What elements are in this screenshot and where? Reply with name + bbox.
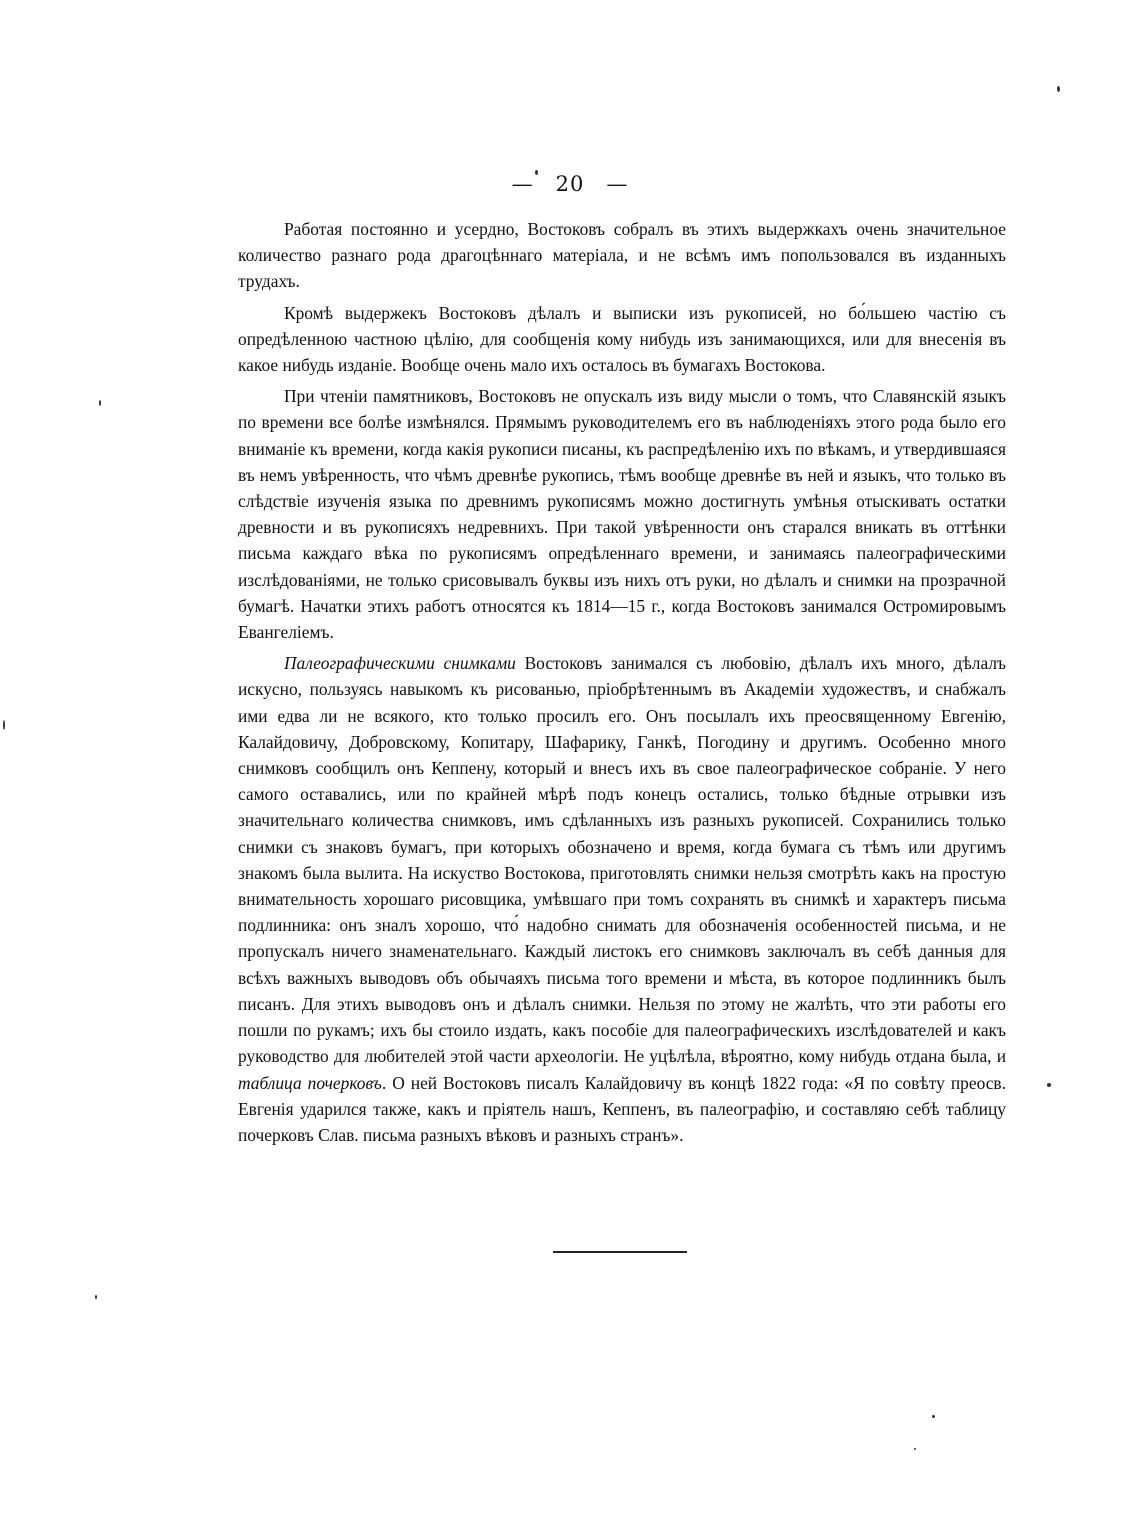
scan-speck <box>1057 86 1060 92</box>
italic-inline-phrase: таблица почерковъ <box>238 1072 382 1093</box>
scan-speck <box>99 400 101 406</box>
paragraph-text-tail: . О ней Востоковъ писалъ Калайдовичу въ концѣ 1822 года: «Я по совѣту преосв. Евгенія ударился также, какъ и пріятель нашъ, Кеппенъ, въ палеографію, и составляю себѣ таблицу почерковъ Слав. письма разныхъ вѣковъ и разныхъ странъ». <box>238 1072 1006 1145</box>
paragraph-text: При чтеніи памятниковъ, Востоковъ не опускалъ изъ виду мысли о томъ, что Славянскій языкъ по времени все болѣе измѣнялся. Прямымъ руководителемъ его въ наблюденіяхъ этого рода было его вниманіе къ времени, когда какія рукописи писаны, къ распредѣленію ихъ по вѣкамъ, и утвердившаяся въ немъ увѣренность, что чѣмъ древнѣе рукопись, тѣмъ вообще древнѣе въ ней и языкъ, что только въ слѣдствіе изученія языка по древнимъ рукописямъ можно достигнуть умѣнья отыскивать остатки древности и въ рукописяхъ недревнихъ. При такой увѣренности онъ старался вникать въ оттѣнки письма каждаго вѣка по рукописямъ опредѣленнаго времени, и занимаясь палеографическими изслѣдованіями, не только срисовывалъ буквы изъ нихъ отъ руки, но дѣлалъ и снимки на прозрачной бумагѣ. Начатки этихъ работъ относятся къ 1814—15 г., когда Востоковъ занимался Остромировымъ Евангеліемъ. <box>238 386 1006 643</box>
scan-speck <box>95 1295 97 1299</box>
page-header <box>0 172 1140 196</box>
footer-rule <box>553 1251 687 1253</box>
paragraph-text: Работая постоянно и усердно, Востоковъ собралъ въ этихъ выдержкахъ очень значительное количество разнаго рода драгоцѣннаго матеріала, и не всѣмъ имъ попользовался въ изданныхъ трудахъ. <box>238 219 1006 292</box>
paragraph-text: Востоковъ занимался съ любовію, дѣлалъ ихъ много, дѣлалъ искусно, пользуясь навыкомъ къ рисованью, пріобрѣтеннымъ въ Академіи художествъ, и снабжалъ ими едва ли не всякого, кто только просилъ его. Онъ посылалъ ихъ преосвященному Евгенію, Калайдовичу, Добровскому, Копитару, Шафарику, Ганкѣ, Погодину и другимъ. Особенно много снимковъ сообщилъ онъ Кеппену, который и внесъ ихъ въ свое палеографическое собраніе. У него самого оставались, или по крайней мѣрѣ подъ конецъ остались, только бѣдные отрывки изъ значительнаго количества снимковъ, имъ сдѣланныхъ изъ разныхъ рукописей. Сохранились только снимки съ знаковъ бумагъ, при которыхъ обозначено и время, когда бумага съ тѣмъ или другимъ знакомъ была вылита. На искуство Востокова, приготовлять снимки нельзя смотрѣть какъ на простую внимательность хорошаго рисовщика, умѣвшаго при томъ сохранять въ снимкѣ и характеръ письма подлинника: онъ зналъ хорошо, что́ надобно снимать для обозначенія особенностей письма, и не пропускалъ ничего знаменательнаго. Каждый листокъ его снимковъ заключалъ въ себѣ данныя для всѣхъ важныхъ выводовъ объ обычаяхъ письма того времени и мѣста, въ которое подлинникъ былъ писанъ. Для этихъ выводовъ онъ и дѣлалъ снимки. Нельзя по этому не жалѣть, что эти работы его пошли по рукамъ; ихъ бы стоило издать, какъ пособіе для палеографическихъ изслѣдователей и какъ руководство для любителей этой части археологіи. Не уцѣлѣла, вѣроятно, кому нибудь отдана была, и <box>238 653 1006 1067</box>
paragraph-text: Кромѣ выдержекъ Востоковъ дѣлалъ и выписки изъ рукописей, но бо́льшею частію съ опредѣленною частною цѣлію, для сообщенія кому нибудь изъ занимающихся, или для внесенія въ какое нибудь изданіе. Вообще очень мало ихъ осталось въ бумагахъ Востокова. <box>238 302 1006 376</box>
paragraph-3 <box>238 383 1006 645</box>
page-body <box>238 216 1006 1153</box>
paragraph-1 <box>238 216 1006 295</box>
page-number: 20 <box>555 172 585 196</box>
scan-speck <box>914 1448 916 1450</box>
paragraph-4 <box>238 650 1006 1148</box>
header-dash-right: — <box>606 172 629 196</box>
paragraph-2 <box>238 300 1006 379</box>
scan-speck <box>535 170 538 175</box>
scan-speck <box>3 720 5 730</box>
scan-speck <box>932 1415 935 1418</box>
scan-speck <box>1047 1083 1051 1087</box>
header-dash-left: — <box>511 172 534 196</box>
italic-lead-phrase: Палеографическими снимками <box>284 653 516 674</box>
